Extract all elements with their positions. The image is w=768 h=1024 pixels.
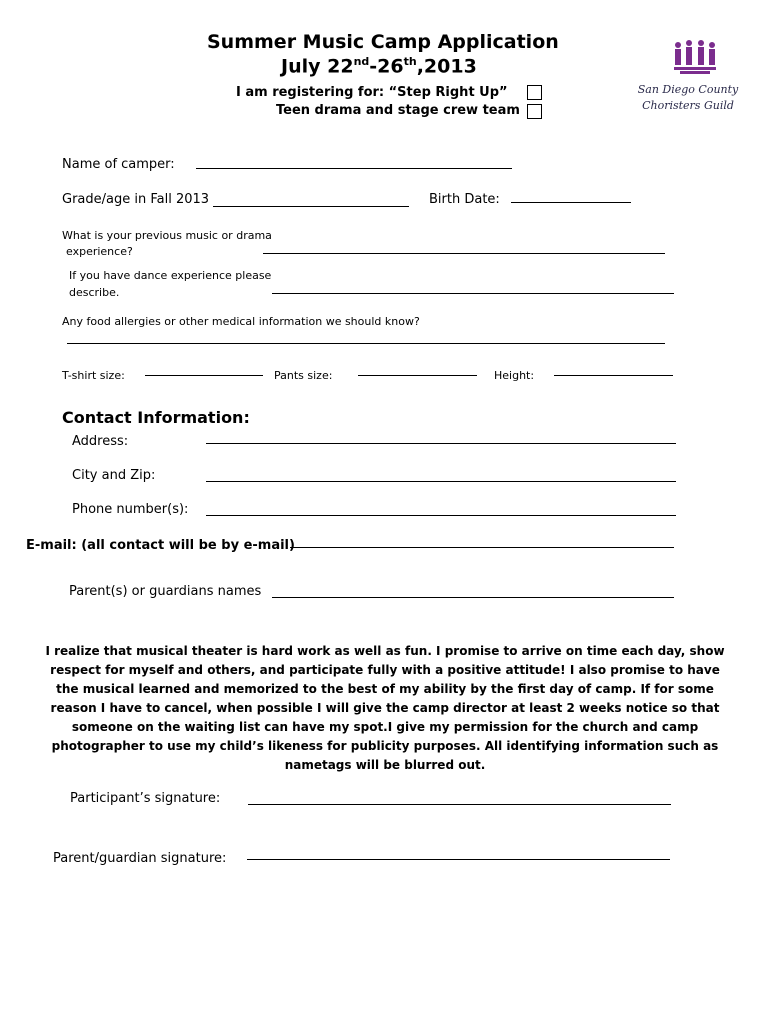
city-zip-field[interactable] bbox=[206, 481, 676, 482]
email-field[interactable] bbox=[290, 547, 674, 548]
tshirt-field[interactable] bbox=[145, 375, 263, 376]
teen-drama-checkbox[interactable] bbox=[527, 104, 542, 119]
height-field[interactable] bbox=[554, 375, 673, 376]
dance-experience-field[interactable] bbox=[272, 293, 674, 294]
music-experience-field[interactable] bbox=[263, 253, 665, 254]
step-right-up-checkbox[interactable] bbox=[527, 85, 542, 100]
date-year: ,2013 bbox=[416, 55, 477, 78]
parents-field[interactable] bbox=[272, 597, 674, 598]
grade-age-field[interactable] bbox=[213, 206, 409, 207]
date-start: July 22 bbox=[281, 55, 354, 78]
participant-signature-label: Participant’s signature: bbox=[70, 791, 221, 806]
address-label: Address: bbox=[72, 434, 129, 449]
birth-date-field[interactable] bbox=[511, 202, 631, 203]
camper-name-label: Name of camper: bbox=[62, 157, 175, 172]
tshirt-label: T-shirt size: bbox=[62, 369, 125, 382]
parent-signature-field[interactable] bbox=[247, 859, 670, 860]
phone-label: Phone number(s): bbox=[72, 502, 189, 517]
allergies-field[interactable] bbox=[67, 343, 665, 344]
choristers-logo-icon bbox=[672, 40, 718, 82]
address-field[interactable] bbox=[206, 443, 676, 444]
guild-name-line1: San Diego County bbox=[637, 83, 739, 96]
music-experience-label-2: experience? bbox=[66, 245, 133, 258]
form-title: Summer Music Camp Application bbox=[207, 31, 559, 53]
music-experience-label-1: What is your previous music or drama bbox=[62, 229, 272, 242]
parents-label: Parent(s) or guardians names bbox=[69, 584, 262, 599]
date-suffix-th: th bbox=[403, 55, 417, 68]
camp-dates bbox=[281, 55, 477, 77]
contact-heading: Contact Information: bbox=[62, 408, 250, 427]
email-label: E-mail: (all contact will be by e-mail) bbox=[26, 538, 295, 553]
parent-signature-label: Parent/guardian signature: bbox=[53, 851, 227, 866]
teen-option-label: Teen drama and stage crew team bbox=[276, 103, 520, 118]
camper-name-field[interactable] bbox=[196, 168, 512, 169]
participant-signature-field[interactable] bbox=[248, 804, 671, 805]
dance-experience-label-2: describe. bbox=[69, 286, 120, 299]
phone-field[interactable] bbox=[206, 515, 676, 516]
pants-label: Pants size: bbox=[274, 369, 333, 382]
birth-date-label: Birth Date: bbox=[429, 192, 500, 207]
date-end: -26 bbox=[369, 55, 404, 78]
registering-label: I am registering for: “Step Right Up” bbox=[236, 85, 508, 100]
dance-experience-label-1: If you have dance experience please bbox=[69, 269, 272, 282]
agreement-text: I realize that musical theater is hard work as well as fun. I promise to arrive on time each day, show respect for myself and others, and participate fully with a positive attitude! I also promise to have the musical learned and memorized to the best of my ability by the first day of camp. If for some reason I have to cancel, when possible I will give the camp director at least 2 weeks notice so that someone on the waiting list can have my spot.I give my permission for the church and camp photographer to use my child’s likeness for publicity purposes. All identifying information such as nametags will be blurred out. bbox=[45, 644, 725, 772]
grade-age-label: Grade/age in Fall 2013 bbox=[62, 192, 210, 207]
city-zip-label: City and Zip: bbox=[72, 468, 156, 483]
allergies-label: Any food allergies or other medical information we should know? bbox=[62, 315, 420, 328]
pants-field[interactable] bbox=[358, 375, 477, 376]
height-label: Height: bbox=[494, 369, 535, 382]
date-suffix-nd: nd bbox=[353, 55, 370, 68]
guild-name-line2: Choristers Guild bbox=[642, 99, 734, 112]
guild-name bbox=[632, 82, 744, 114]
